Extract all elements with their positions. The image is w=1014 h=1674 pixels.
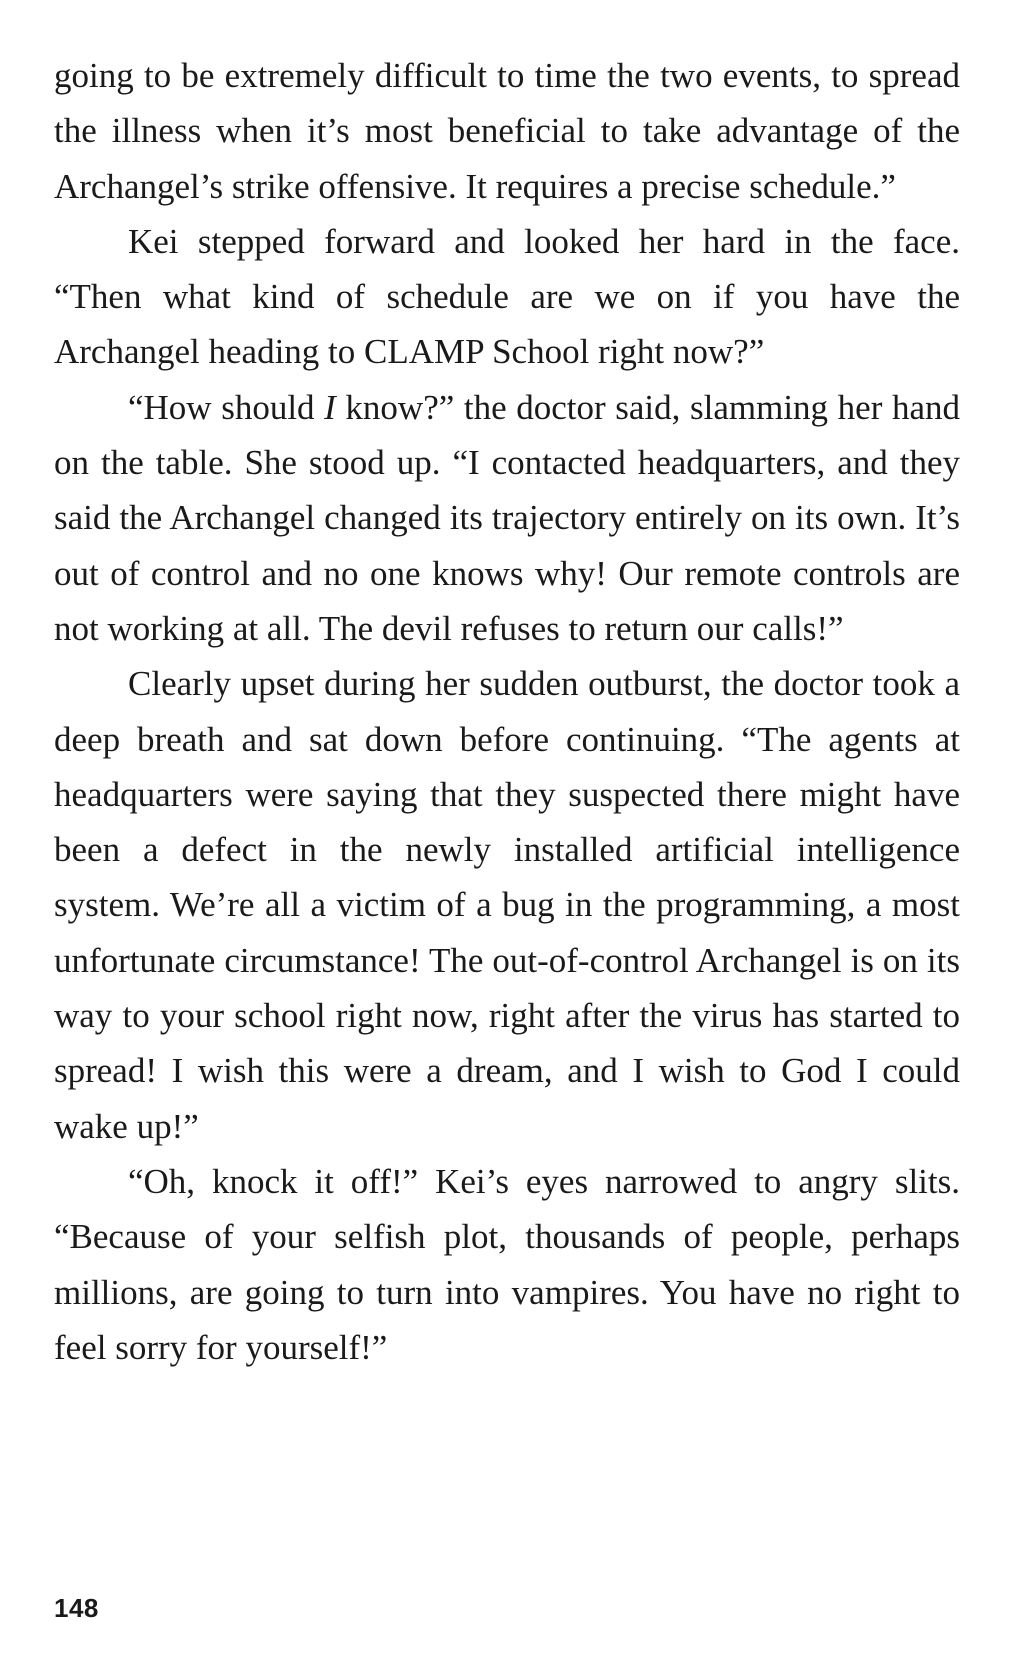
paragraph-kei-angry: “Oh, knock it off!” Kei’s eyes narrowed to angry slits. “Because of your selfish plot, thousands of people, perhaps millions, are going to turn into vampires. You have no right to feel sorry for yourself!” — [54, 1161, 960, 1367]
book-page-body — [54, 48, 960, 1375]
paragraph-continuation: going to be extremely difficult to time the two events, to spread the illness when it’s most beneficial to take advantage of the Archangel’s strike offensive. It requires a precise schedule.” — [54, 56, 960, 206]
page-number: 148 — [54, 1593, 99, 1623]
paragraph-doctor-outburst-rest: know?” the doctor said, slamming her hand on the table. She stood up. “I contacted headquarters, and they said the Archangel changed its trajectory entirely on its own. It’s out of control and no one knows why! Our remote controls are not working at all. The devil refuses to return our calls!” — [54, 387, 960, 648]
paragraph-doctor-outburst-start: “How should — [128, 387, 325, 427]
paragraph-doctor-continues: Clearly upset during her sudden outburst, the doctor took a deep breath and sat down before continuing. “The agents at headquarters were saying that they suspected there might have been a defect in the newly installed artificial intelligence system. We’re all a victim of a bug in the programming, a most unfortunate circumstance! The out-of-control Archangel is on its way to your school right now, right after the virus has started to spread! I wish this were a dream, and I wish to God I could wake up!” — [54, 664, 960, 1146]
paragraph-kei-steps-forward: Kei stepped forward and looked her hard in the face. “Then what kind of schedule are we on if you have the Archangel heading to CLAMP School right now?” — [54, 221, 960, 372]
paragraph-doctor-outburst — [54, 380, 960, 656]
emphasized-word: I — [324, 387, 336, 427]
